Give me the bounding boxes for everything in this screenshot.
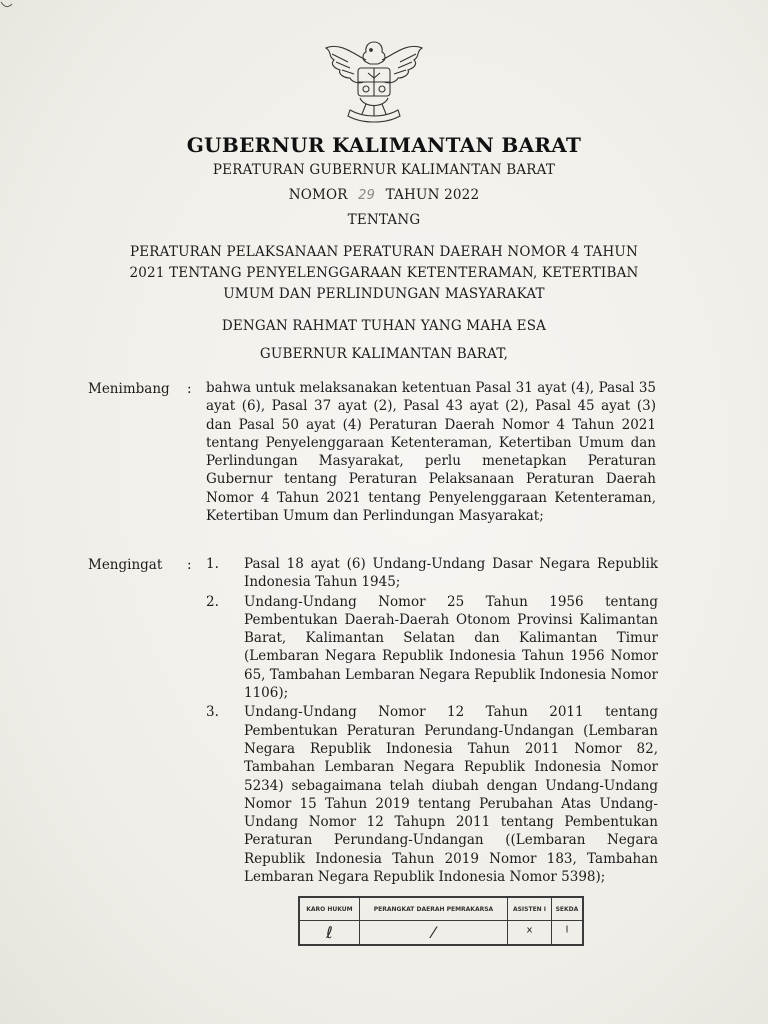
paraf-table <box>298 896 584 946</box>
tahun-label: TAHUN 2022 <box>385 187 480 203</box>
item-number: 3. <box>206 704 219 721</box>
paraf-cell <box>551 921 582 945</box>
paraf-cell <box>300 921 360 945</box>
list-item <box>206 555 658 592</box>
rahmat-line: DENGAN RAHMAT TUHAN YANG MAHA ESA <box>221 318 547 334</box>
regulation-line: PERATURAN GUBERNUR KALIMANTAN BARAT <box>212 162 556 178</box>
list-item <box>206 703 658 886</box>
governor-line: GUBERNUR KALIMANTAN BARAT, <box>259 346 509 362</box>
menimbang-label: Menimbang <box>88 381 170 397</box>
subject-line: PERATURAN PELAKSANAAN PERATURAN DAERAH NOMOR 4 TAHUN <box>129 244 639 260</box>
item-text: Undang-Undang Nomor 25 Tahun 1956 tentang Pembentukan Daerah-Daerah Otonom Provinsi Kalimantan Barat, Kalimantan Selatan dan Kalimantan Timur (Lembaran Negara Republik Indonesia Tahun 1956 Nomor 65, Tambahan Lembaran Negara Republik Indonesia Nomor 1106); <box>244 593 658 702</box>
item-number: 1. <box>206 556 219 572</box>
document-title: GUBERNUR KALIMANTAN BARAT <box>186 133 582 157</box>
subject-block <box>0 242 768 305</box>
subject-line: 2021 TENTANG PENYELENGGARAAN KETENTERAMAN, KETERTIBAN <box>129 265 639 281</box>
paraf-mark: ℓ <box>326 923 333 942</box>
tentang-heading: TENTANG <box>347 212 421 228</box>
paraf-header: PERANGKAT DAERAH PEMRAKARSA <box>359 898 507 921</box>
nomor-line <box>0 187 768 203</box>
mengingat-label: Mengingat <box>88 557 163 573</box>
paraf-mark: ˡ <box>565 923 569 942</box>
subject-line: UMUM DAN PERLINDUNGAN MASYARAKAT <box>223 286 545 302</box>
paraf-cell <box>359 921 507 945</box>
item-number: 2. <box>206 593 219 610</box>
list-item <box>206 593 658 703</box>
mengingat-colon: : <box>187 557 192 573</box>
item-text: Undang-Undang Nomor 12 Tahun 2011 tentang Pembentukan Peraturan Perundang-Undangan (Lembaran Negara Republik Indonesia Tahun 2011 Nomor 82, Tambahan Lembaran Negara Republik Indonesia Nomor 5234) sebagaimana telah diubah dengan Undang-Undang Nomor 15 Tahun 2019 tentang Perubahan Atas Undang-Undang Nomor 12 Tahupn 2011 tentang Pembentukan Peraturan Perundang-Undangan ((Lembaran Negara Republik Indonesia Tahun 2019 Nomor 183, Tambahan Lembaran Negara Republik Indonesia Nomor 5398); <box>244 704 658 886</box>
paraf-header: ASISTEN I <box>508 898 552 921</box>
paraf-mark: ˣ <box>525 923 534 942</box>
mengingat-list <box>206 555 658 887</box>
corner-mark <box>0 0 14 12</box>
nomor-label: NOMOR <box>288 187 348 203</box>
menimbang-colon: : <box>187 381 192 397</box>
paraf-header: SEKDA <box>551 898 582 921</box>
item-text: Pasal 18 ayat (6) Undang-Undang Dasar Negara Republik Indonesia Tahun 1945; <box>244 556 658 591</box>
menimbang-text: bahwa untuk melaksanakan ketentuan Pasal 31 ayat (4), Pasal 35 ayat (6), Pasal 37 ayat (2), Pasal 43 ayat (2), Pasal 45 ayat (3) dan Pasal 50 ayat (4) Peraturan Daerah Nomor 4 Tahun 2021 tentang Penyelenggaraan Ketenteraman, Ketertiban Umum dan Perlindungan Masyarakat, perlu menetapkan Peraturan Gubernur tentang Peraturan Pelaksanaan Peraturan Daerah Nomor 4 Tahun 2021 tentang Penyelenggaraan Ketenteraman, Ketertiban Umum dan Perlindungan Masyarakat; <box>206 380 656 525</box>
paraf-header: KARO HUKUM <box>300 898 360 921</box>
nomor-value: 29 <box>358 188 376 203</box>
paraf-mark: ⁄ <box>432 923 435 942</box>
paraf-cell <box>508 921 552 945</box>
garuda-emblem-icon <box>318 30 430 128</box>
